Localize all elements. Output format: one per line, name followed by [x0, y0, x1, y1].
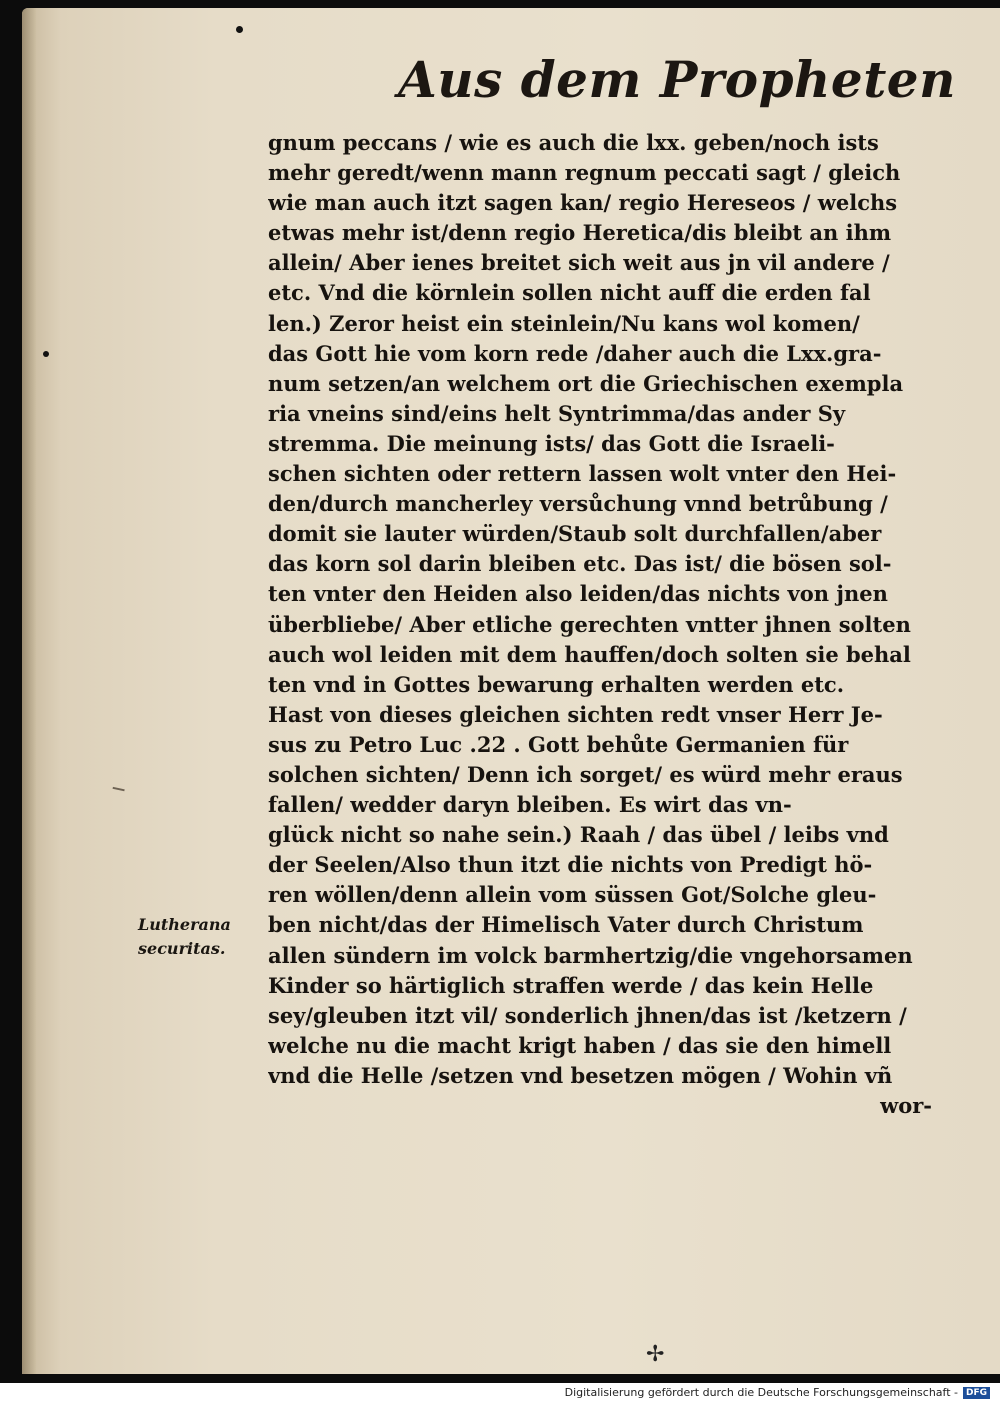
- text-line: sus zu Petro Luc .22 . Gott behůte Germanien für: [268, 731, 849, 757]
- text-line: das korn sol darin bleiben etc. Das ist/ die bösen sol-: [268, 551, 892, 577]
- fleuron-ornament: ✢: [646, 1342, 665, 1367]
- catchword: wor-: [880, 1093, 932, 1118]
- footer-bar: [0, 1383, 1000, 1402]
- body-text: [268, 128, 960, 1121]
- text-line: glück nicht so nahe sein.) Raah / das übel / leibs vnd: [268, 822, 889, 848]
- ink-dot: [43, 351, 49, 357]
- text-line: etc. Vnd die körnlein sollen nicht auff die erden fal: [268, 280, 871, 306]
- running-head: Aus dem Propheten: [398, 50, 956, 109]
- text-line: mehr geredt/wenn mann regnum peccati sagt / gleich: [268, 160, 901, 186]
- text-line: welche nu die macht krigt haben / das sie den himell: [268, 1032, 892, 1058]
- text-line: das Gott hie vom korn rede /daher auch die Lxx.gra-: [268, 340, 882, 366]
- text-line: ren wöllen/denn allein vom süssen Got/Solche gleu-: [268, 882, 877, 908]
- footer-credit: Digitalisierung gefördert durch die Deutsche Forschungsgemeinschaft -: [564, 1386, 958, 1399]
- text-line: sey/gleuben itzt vil/ sonderlich jhnen/das ist /ketzern /: [268, 1002, 907, 1028]
- text-line: stremma. Die meinung ists/ das Gott die Israeli-: [268, 430, 835, 456]
- text-line: überbliebe/ Aber etliche gerechten vntter jhnen solten: [268, 611, 911, 637]
- marginal-note-line: securitas.: [138, 939, 226, 958]
- text-line: allein/ Aber ienes breitet sich weit aus jn vil andere /: [268, 250, 890, 276]
- text-line: schen sichten oder rettern lassen wolt vnter den Hei-: [268, 461, 897, 487]
- ink-dot: [236, 26, 243, 33]
- text-line: ben nicht/das der Himelisch Vater durch Christum: [268, 912, 864, 938]
- text-line: Hast von dieses gleichen sichten redt vnser Herr Je-: [268, 701, 883, 727]
- text-line: solchen sichten/ Denn ich sorget/ es würd mehr eraus: [268, 761, 903, 787]
- text-line: der Seelen/Also thun itzt die nichts von Predigt hö-: [268, 852, 873, 878]
- text-line: ria vneins sind/eins helt Syntrimma/das ander Sy: [268, 400, 846, 426]
- text-line: etwas mehr ist/denn regio Heretica/dis bleibt an ihm: [268, 220, 892, 246]
- marginal-note: [138, 913, 258, 961]
- text-line: wie man auch itzt sagen kan/ regio Hereseos / welchs: [268, 190, 898, 216]
- text-line: Kinder so härtiglich straffen werde / das kein Helle: [268, 972, 874, 998]
- text-line: domit sie lauter würden/Staub solt durchfallen/aber: [268, 521, 882, 547]
- text-line: vnd die Helle /setzen vnd besetzen mögen / Wohin vñ: [268, 1062, 893, 1088]
- text-line: ten vnd in Gottes bewarung erhalten werden etc.: [268, 671, 845, 697]
- text-line: den/durch mancherley versůchung vnnd betrůbung /: [268, 491, 888, 517]
- text-line: auch wol leiden mit dem hauffen/doch solten sie behal: [268, 641, 911, 667]
- page-edge: [22, 8, 36, 1374]
- dfg-logo: DFG: [963, 1387, 990, 1399]
- text-line: gnum peccans / wie es auch die lxx. geben/noch ists: [268, 130, 879, 155]
- text-line: fallen/ wedder daryn bleiben. Es wirt das vn-: [268, 792, 792, 818]
- text-line: len.) Zeror heist ein steinlein/Nu kans wol komen/: [268, 310, 860, 336]
- text-line: allen sündern im volck barmhertzig/die vngehorsamen: [268, 942, 913, 968]
- text-line: ten vnter den Heiden also leiden/das nichts von jnen: [268, 581, 888, 607]
- text-line: num setzen/an welchem ort die Griechischen exempla: [268, 370, 904, 396]
- marginal-note-line: Lutherana: [138, 915, 231, 934]
